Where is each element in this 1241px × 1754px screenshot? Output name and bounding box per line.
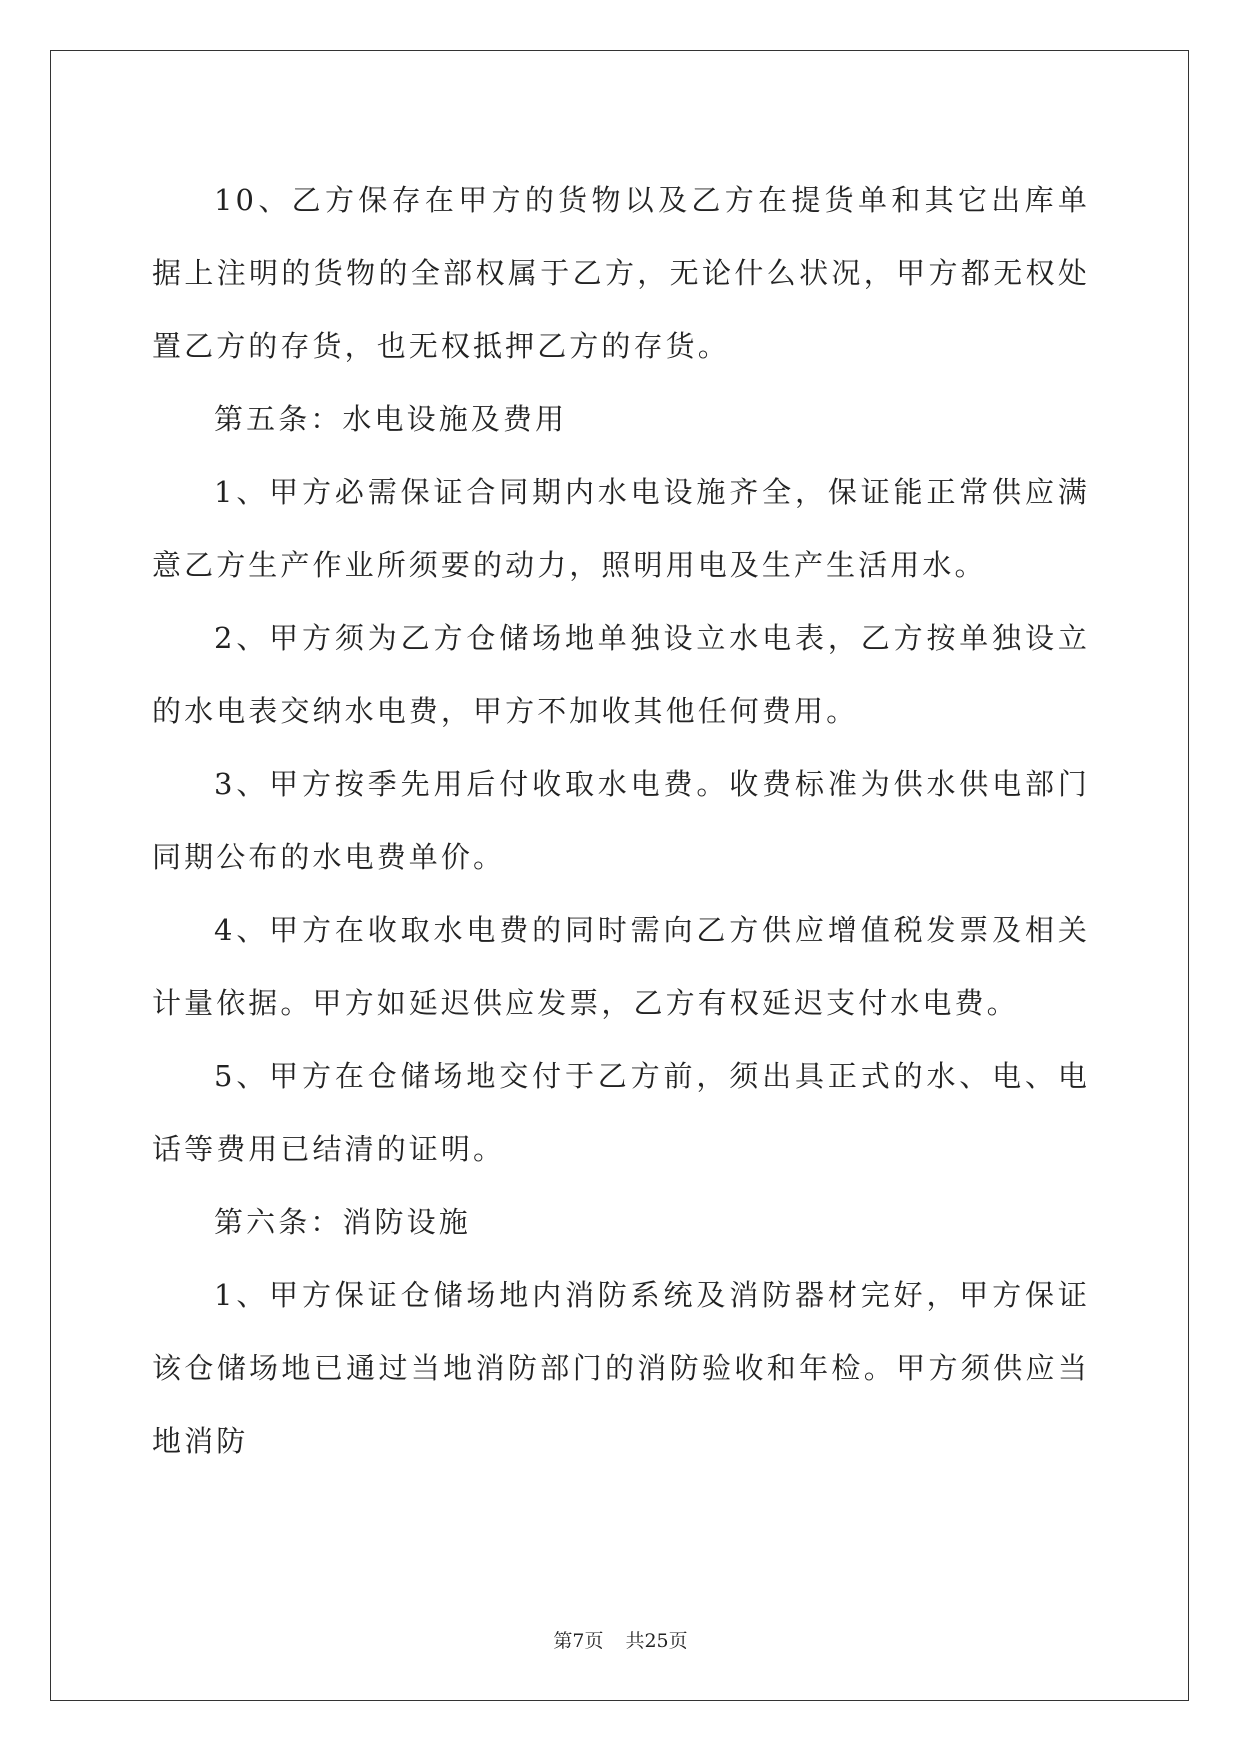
article-5-item-2: 2、甲方须为乙方仓储场地单独设立水电表，乙方按单独设立的水电表交纳水电费，甲方不加收其他任何费用。 (152, 621, 1090, 728)
page-footer (0, 1626, 1241, 1653)
article-6-heading: 第六条：消防设施 (214, 1205, 471, 1239)
article-5-item-4: 4、甲方在收取水电费的同时需向乙方供应增值税发票及相关计量依据。甲方如延迟供应发票，乙方有权延迟支付水电费。 (152, 913, 1090, 1020)
article-6-item-1: 1、甲方保证仓储场地内消防系统及消防器材完好，甲方保证该仓储场地已通过当地消防部门的消防验收和年检。甲方须供应当地消防 (152, 1278, 1090, 1458)
article-5-heading: 第五条：水电设施及费用 (214, 402, 568, 436)
document-body (152, 164, 1090, 1478)
page-number: 第7页 (553, 1630, 604, 1652)
article-5-item-1: 1、甲方必需保证合同期内水电设施齐全，保证能正常供应满意乙方生产作业所须要的动力，照明用电及生产生活用水。 (152, 475, 1090, 582)
article-5-item-5: 5、甲方在仓储场地交付于乙方前，须出具正式的水、电、电话等费用已结清的证明。 (152, 1059, 1090, 1166)
page-total: 共25页 (625, 1630, 688, 1652)
article-5-item-3: 3、甲方按季先用后付收取水电费。收费标准为供水供电部门同期公布的水电费单价。 (152, 767, 1090, 874)
clause-4-item-10: 10、乙方保存在甲方的货物以及乙方在提货单和其它出库单据上注明的货物的全部权属于乙方，无论什么状况，甲方都无权处置乙方的存货，也无权抵押乙方的存货。 (152, 183, 1090, 363)
